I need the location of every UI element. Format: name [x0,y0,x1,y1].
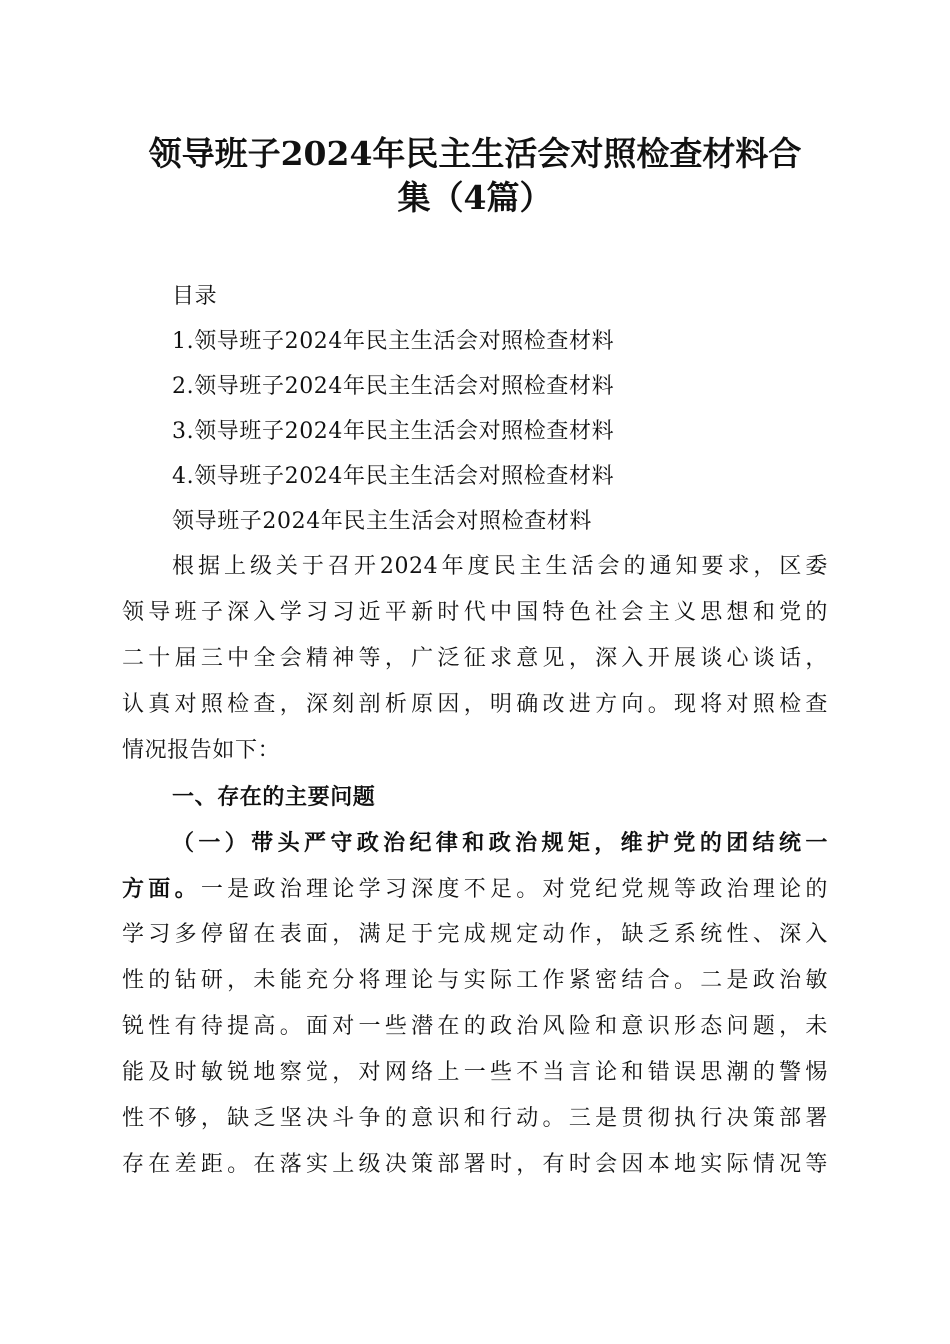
subsection-heading: （一）带头严守政治纪律和政治规矩，维护党的团结统一 [172,830,828,856]
paragraph-line: 情况报告如下： [122,738,281,763]
paragraph-line: 学习多停留在表面，满足于完成规定动作，缺乏系统性、深入 [122,922,828,947]
toc-item: 1.领导班子2024年民主生活会对照检查材料 [172,329,615,354]
subsection-heading-end: 方面。 [122,876,201,902]
title-line-1: 领导班子2024年民主生活会对照检查材料合 [148,134,802,173]
paragraph-text: 一是政治理论学习深度不足。对党纪党规等政治理论的 [200,877,828,902]
article-title: 领导班子2024年民主生活会对照检查材料 [172,509,592,534]
document-title [100,132,850,220]
paragraph-line: 根据上级关于召开2024年度民主生活会的通知要求，区委 [172,554,828,579]
paragraph-line: 锐性有待提高。面对一些潜在的政治风险和意识形态问题，未 [122,1014,828,1039]
title-line-2: 集（4篇） [397,178,553,217]
paragraph-line: 存在差距。在落实上级决策部署时，有时会因本地实际情况等 [122,1152,828,1177]
toc-heading: 目录 [172,284,218,309]
paragraph-line: 能及时敏锐地察觉，对网络上一些不当言论和错误思潮的警惕 [122,1060,828,1085]
paragraph-line: 认真对照检查，深刻剖析原因，明确改进方向。现将对照检查 [122,692,828,717]
section-heading: 一、存在的主要问题 [172,784,376,810]
paragraph-line: 性的钻研，未能充分将理论与实际工作紧密结合。二是政治敏 [122,968,828,993]
toc-item: 3.领导班子2024年民主生活会对照检查材料 [172,419,615,444]
paragraph-line: 领导班子深入学习习近平新时代中国特色社会主义思想和党的 [122,600,828,625]
paragraph-line: 性不够，缺乏坚决斗争的意识和行动。三是贯彻执行决策部署 [122,1106,828,1131]
paragraph-line: 二十届三中全会精神等，广泛征求意见，深入开展谈心谈话， [122,646,828,671]
paragraph-line [122,866,828,912]
toc-item: 2.领导班子2024年民主生活会对照检查材料 [172,374,615,399]
toc-item: 4.领导班子2024年民主生活会对照检查材料 [172,464,615,489]
